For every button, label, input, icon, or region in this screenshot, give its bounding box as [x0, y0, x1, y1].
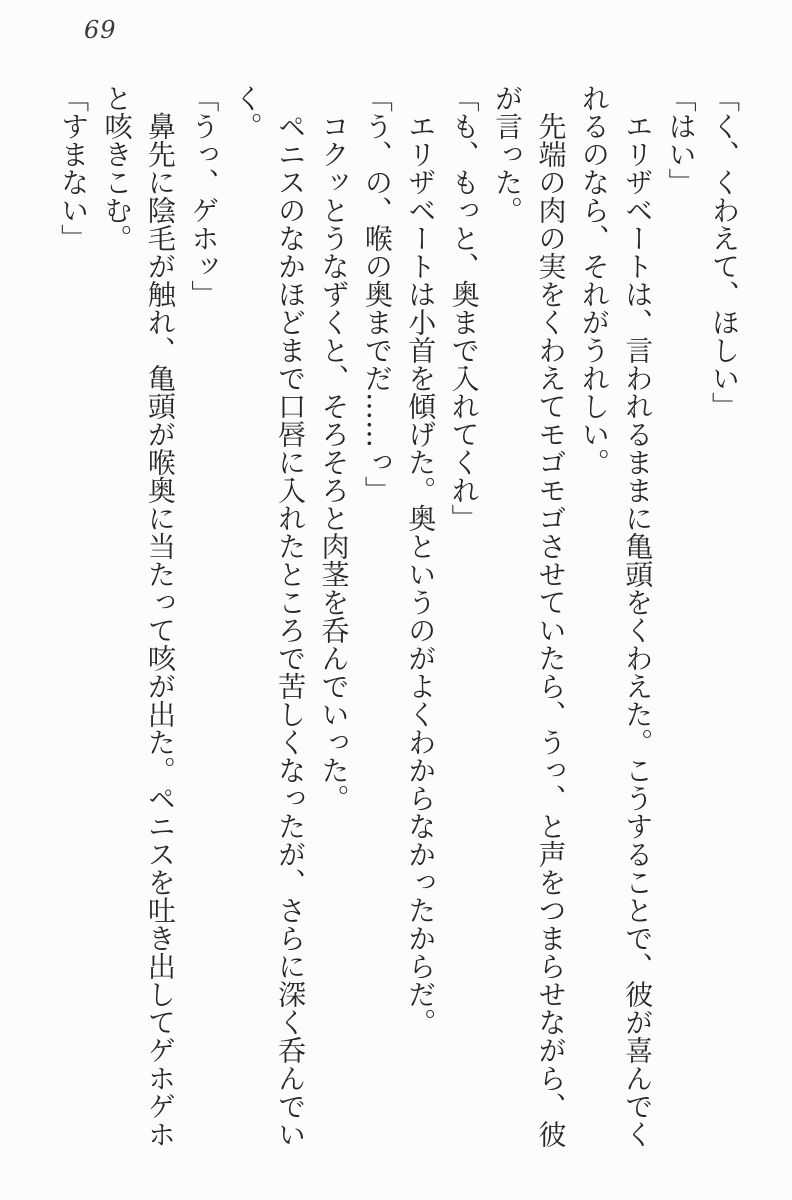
- text-line: 先端の肉の実をくわえてモゴモゴさせていたら、うっ、と声をつまらせながら、彼: [534, 112, 568, 1148]
- text-line: 「も、もっと、奥まで入れてくれ」: [447, 84, 481, 532]
- text-line: と咳きこむ。: [100, 84, 134, 252]
- text-line: コクッとうなずくと、そろそろと肉茎を呑んでいった。: [317, 112, 351, 812]
- text-line: 鼻先に陰毛が触れ、亀頭が喉奥に当たって咳が出た。ペニスを吐き出してゲホゲホ: [143, 112, 177, 1148]
- text-line: 「はい」: [664, 84, 698, 196]
- vertical-text-block: [50, 84, 746, 1156]
- text-line: ペニスのなかほどまで口唇に入れたところで苦しくなったが、さらに深く呑んでい: [274, 112, 308, 1148]
- text-line: が言った。: [491, 84, 525, 224]
- text-line: れるのなら、それがうれしい。: [577, 84, 611, 476]
- text-line: 「すまない」: [57, 84, 91, 252]
- text-line: 「うっ、ゲホッ」: [187, 84, 221, 308]
- text-line: エリザベートは小首を傾げた。奥というのがよくわからなかったからだ。: [404, 112, 438, 1036]
- page-number: 69: [84, 16, 117, 44]
- text-line: 「う、の、喉の奥までだ……っ」: [360, 84, 394, 504]
- text-line: エリザベートは、言われるままに亀頭をくわえた。こうすることで、彼が喜んでく: [621, 112, 655, 1148]
- text-line: 「く、くわえて、ほしい」: [708, 84, 741, 420]
- text-line: く。: [230, 84, 264, 140]
